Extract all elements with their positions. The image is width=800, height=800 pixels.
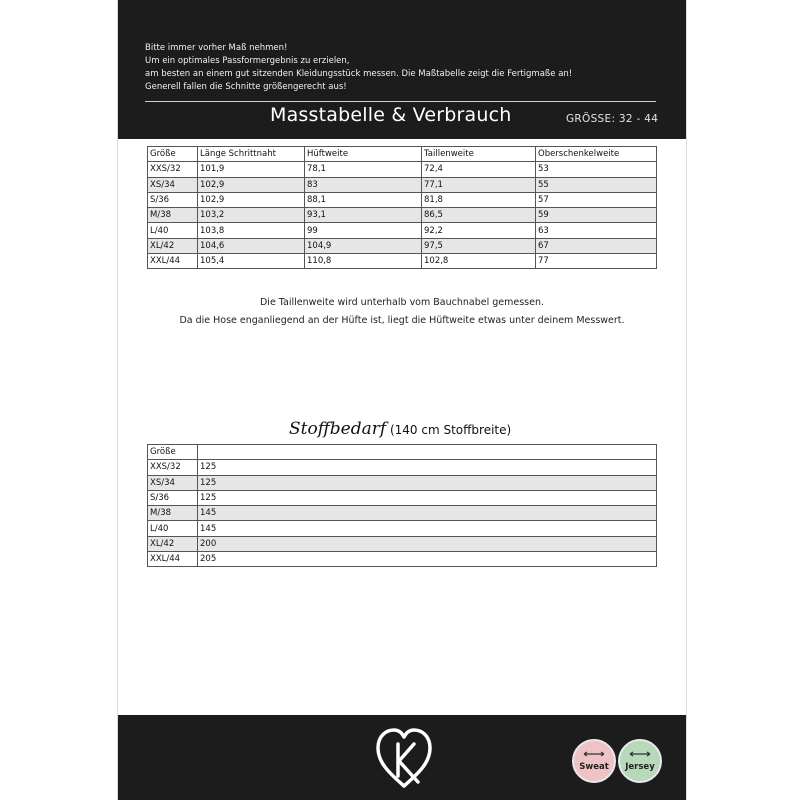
- table-cell: M/38: [148, 208, 198, 223]
- table-cell: 101,9: [198, 162, 305, 177]
- double-arrow-icon: [629, 751, 651, 757]
- table-cell: 103,2: [198, 208, 305, 223]
- table-cell: 105,4: [198, 254, 305, 269]
- table-row: [148, 238, 657, 253]
- table-row: [148, 506, 657, 521]
- table-row: [148, 177, 657, 192]
- table-cell: 77: [536, 254, 657, 269]
- table-cell: 77,1: [422, 177, 536, 192]
- table-cell: 125: [198, 475, 657, 490]
- table-cell: XS/34: [148, 475, 198, 490]
- table-cell: XS/34: [148, 177, 198, 192]
- heart-k-logo-icon: [374, 724, 434, 792]
- page-footer: [118, 715, 686, 800]
- table-cell: 102,8: [422, 254, 536, 269]
- table-cell: 102,9: [198, 192, 305, 207]
- table-cell: 145: [198, 506, 657, 521]
- table-cell: 99: [305, 223, 422, 238]
- header-notes: [145, 42, 572, 94]
- measure-table: [147, 146, 657, 269]
- table-cell: S/36: [148, 192, 198, 207]
- table-cell: 97,5: [422, 238, 536, 253]
- double-arrow-icon: [583, 751, 605, 757]
- page-title: Masstabelle & Verbrauch: [270, 104, 512, 126]
- table-row: [148, 223, 657, 238]
- table-cell: 93,1: [305, 208, 422, 223]
- table-header-cell: Hüftweite: [305, 147, 422, 162]
- table-cell: 63: [536, 223, 657, 238]
- hip-note: Da die Hose enganliegend an der Hüfte ist, liegt die Hüftweite etwas unter deinem Messwert.: [179, 315, 625, 326]
- table-row: [148, 460, 657, 475]
- table-row: [148, 162, 657, 177]
- table-row: [148, 552, 657, 567]
- table-cell: 125: [198, 460, 657, 475]
- table-cell: 88,1: [305, 192, 422, 207]
- table-row: [148, 254, 657, 269]
- table-row: [148, 208, 657, 223]
- document-page: [117, 0, 687, 800]
- jersey-badge: [618, 739, 662, 783]
- table-cell: XXS/32: [148, 162, 198, 177]
- header-divider: [145, 101, 656, 102]
- table-cell: XXL/44: [148, 254, 198, 269]
- table-row: [148, 521, 657, 536]
- fabric-heading-script: Stoffbedarf: [289, 419, 387, 439]
- table-cell: 59: [536, 208, 657, 223]
- table-cell: 53: [536, 162, 657, 177]
- table-header-row: [148, 445, 657, 460]
- table-header-cell: [198, 445, 657, 460]
- table-cell: XXS/32: [148, 460, 198, 475]
- waist-note: Die Taillenweite wird unterhalb vom Bauchnabel gemessen.: [259, 297, 545, 308]
- table-cell: S/36: [148, 490, 198, 505]
- table-cell: XXL/44: [148, 552, 198, 567]
- badge-label: Sweat: [579, 762, 609, 772]
- table-header-cell: Größe: [148, 147, 198, 162]
- table-cell: 125: [198, 490, 657, 505]
- sweat-badge: [572, 739, 616, 783]
- header-note-line: Um ein optimales Passformergebnis zu erzielen,: [145, 56, 350, 66]
- table-cell: M/38: [148, 506, 198, 521]
- table-header-cell: Länge Schrittnaht: [198, 147, 305, 162]
- table-row: [148, 536, 657, 551]
- table-cell: 104,6: [198, 238, 305, 253]
- header-note-line: am besten an einem gut sitzenden Kleidungsstück messen. Die Maßtabelle zeigt die Fertigmaße an!: [145, 69, 573, 79]
- badge-label: Jersey: [625, 762, 655, 772]
- table-header-cell: Taillenweite: [422, 147, 536, 162]
- table-row: [148, 490, 657, 505]
- table-cell: 145: [198, 521, 657, 536]
- size-range-label: GRÖSSE: 32 - 44: [566, 113, 659, 125]
- table-cell: 200: [198, 536, 657, 551]
- table-cell: 78,1: [305, 162, 422, 177]
- table-cell: 205: [198, 552, 657, 567]
- table-cell: 81,8: [422, 192, 536, 207]
- fabric-heading-suffix: (140 cm Stoffbreite): [389, 423, 512, 437]
- table-cell: XL/42: [148, 536, 198, 551]
- table-cell: 110,8: [305, 254, 422, 269]
- table-cell: L/40: [148, 521, 198, 536]
- table-header-row: [148, 147, 657, 162]
- table-header-cell: Größe: [148, 445, 198, 460]
- table-cell: 103,8: [198, 223, 305, 238]
- table-cell: 57: [536, 192, 657, 207]
- table-cell: 104,9: [305, 238, 422, 253]
- table-cell: 86,5: [422, 208, 536, 223]
- table-cell: L/40: [148, 223, 198, 238]
- fabric-table: [147, 444, 657, 567]
- table-cell: 72,4: [422, 162, 536, 177]
- table-row: [148, 192, 657, 207]
- table-cell: 67: [536, 238, 657, 253]
- fabric-heading: [289, 419, 511, 439]
- table-cell: 92,2: [422, 223, 536, 238]
- table-cell: XL/42: [148, 238, 198, 253]
- table-cell: 102,9: [198, 177, 305, 192]
- table-row: [148, 475, 657, 490]
- header-note-line: Generell fallen die Schnitte größengerecht aus!: [145, 82, 347, 92]
- header-note-line: Bitte immer vorher Maß nehmen!: [145, 43, 288, 53]
- page-header: [118, 0, 686, 139]
- table-cell: 83: [305, 177, 422, 192]
- table-header-cell: Oberschenkelweite: [536, 147, 657, 162]
- table-cell: 55: [536, 177, 657, 192]
